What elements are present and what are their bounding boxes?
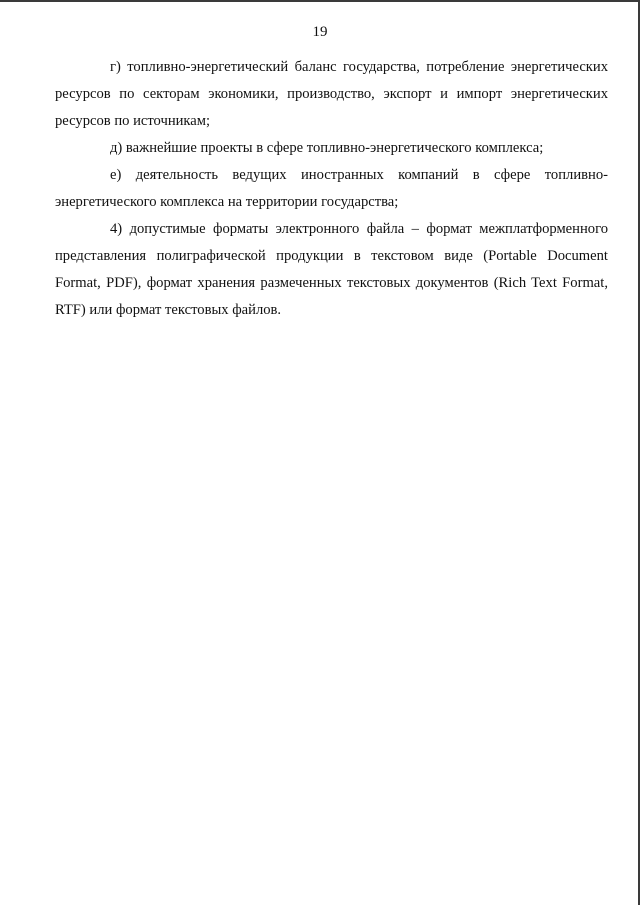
- paragraph-g: г) топливно-энергетический баланс государства, потребление энергетических ресурсов по секторам экономики, производство, экспорт и импорт энергетических ресурсов по источникам;: [55, 59, 608, 129]
- paragraph-e: е) деятельность ведущих иностранных компаний в сфере топливно-энергетического комплекса на территории государства;: [55, 167, 608, 210]
- paragraph-4: 4) допустимые форматы электронного файла – формат межплатформенного представления полиграфической продукции в текстовом виде (Portable Document Format, PDF), формат хранения размеченных текстовых документов (Rich Text Format, RTF) или формат текстовых файлов.: [55, 221, 608, 318]
- paragraph-d: д) важнейшие проекты в сфере топливно-энергетического комплекса;: [110, 140, 544, 156]
- document-body: [55, 54, 608, 324]
- page-number: 19: [312, 24, 328, 40]
- scan-edge-top: [0, 0, 640, 2]
